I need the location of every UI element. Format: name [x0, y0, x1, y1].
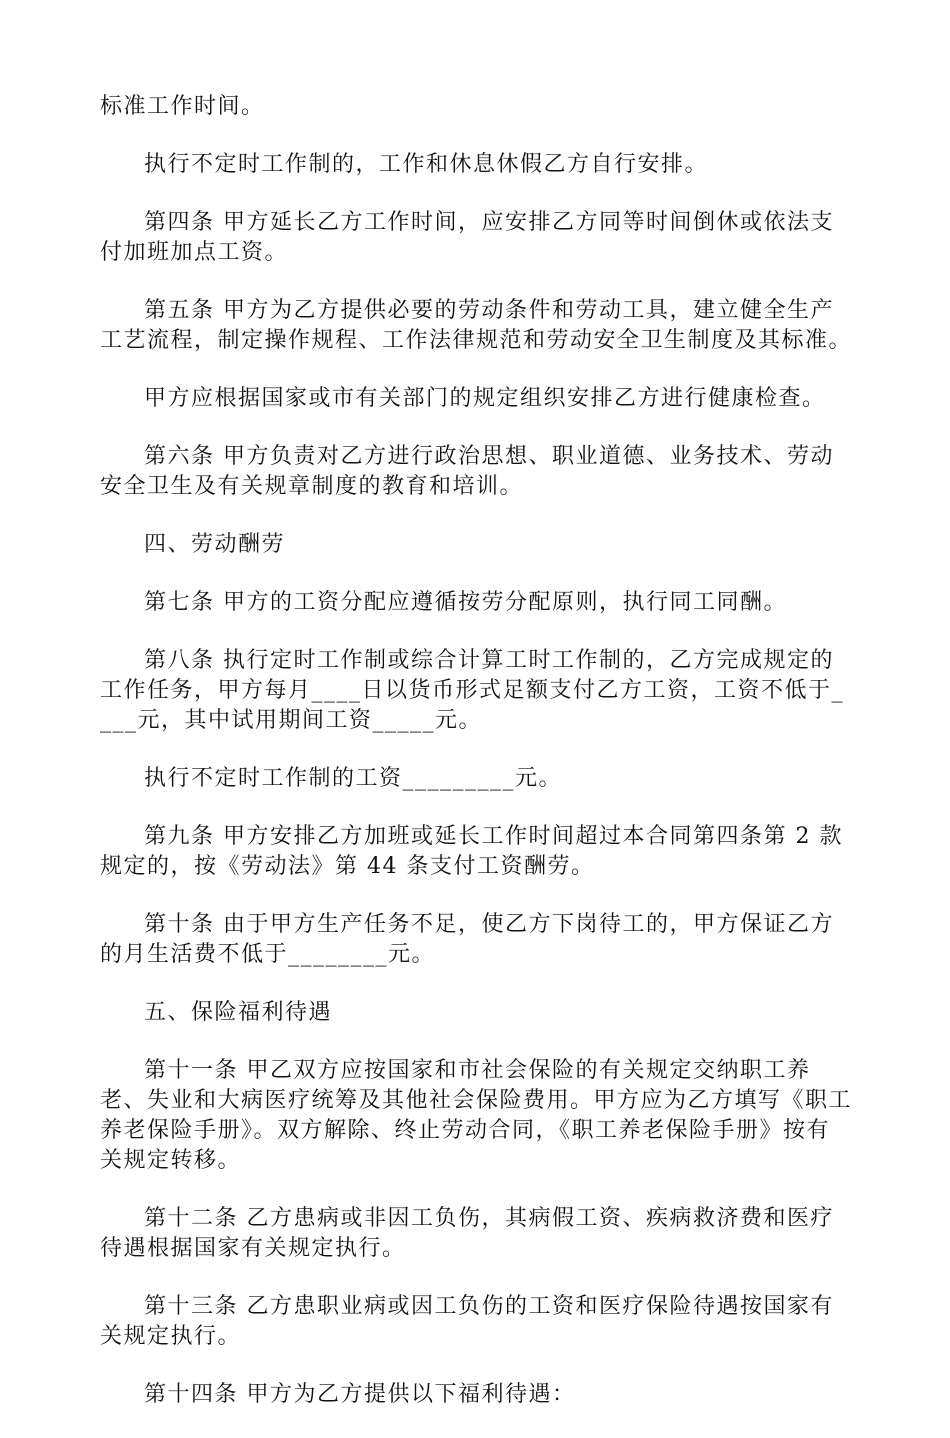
article-8: 第八条 执行定时工作制或综合计算工时工作制的，乙方完成规定的工作任务，甲方每月____日以货币形式足额支付乙方工资，工资不低于____元，其中试用期间工资_____元。 — [100, 648, 845, 733]
article-6: 第六条 甲方负责对乙方进行政治思想、职业道德、业务技术、劳动安全卫生及有关规章制度的教育和培训。 — [100, 444, 834, 499]
section-heading-4: 四、劳动酬劳 — [144, 532, 286, 557]
article-5: 第五条 甲方为乙方提供必要的劳动条件和劳动工具，建立健全生产工艺流程，制定操作规程、工作法律规范和劳动安全卫生制度及其标准。 — [100, 298, 853, 353]
article-12: 第十二条 乙方患病或非因工负伤，其病假工资、疾病救济费和医疗待遇根据国家有关规定执行。 — [100, 1206, 834, 1261]
paragraph-1: 标准工作时间。 — [100, 94, 265, 119]
article-4: 第四条 甲方延长乙方工作时间，应安排乙方同等时间倒休或依法支付加班加点工资。 — [100, 210, 834, 265]
document-body — [100, 92, 852, 1438]
section-heading-5: 五、保险福利待遇 — [144, 1000, 333, 1025]
article-9: 第九条 甲方安排乙方加班或延长工作时间超过本合同第四条第 2 款规定的，按《劳动法》第 44 条支付工资酬劳。 — [100, 824, 843, 879]
article-13: 第十三条 乙方患职业病或因工负伤的工资和医疗保险待遇按国家有关规定执行。 — [100, 1294, 834, 1349]
article-10: 第十条 由于甲方生产任务不足，使乙方下岗待工的，甲方保证乙方的月生活费不低于________元。 — [100, 912, 834, 967]
flexible-wage-paragraph: 执行不定时工作制的工资_________元。 — [144, 766, 563, 791]
article-11: 第十一条 甲乙双方应按国家和市社会保险的有关规定交纳职工养老、失业和大病医疗统筹及其他社会保险费用。甲方应为乙方填写《职工养老保险手册》。双方解除、终止劳动合同，《职工养老保险手册》按有关规定转移。 — [100, 1058, 853, 1173]
paragraph-2: 执行不定时工作制的，工作和休息休假乙方自行安排。 — [144, 152, 709, 177]
health-check-paragraph: 甲方应根据国家或市有关部门的规定组织安排乙方进行健康检查。 — [144, 386, 826, 411]
article-7: 第七条 甲方的工资分配应遵循按劳分配原则，执行同工同酬。 — [144, 590, 787, 615]
article-14: 第十四条 甲方为乙方提供以下福利待遇： — [144, 1382, 576, 1407]
